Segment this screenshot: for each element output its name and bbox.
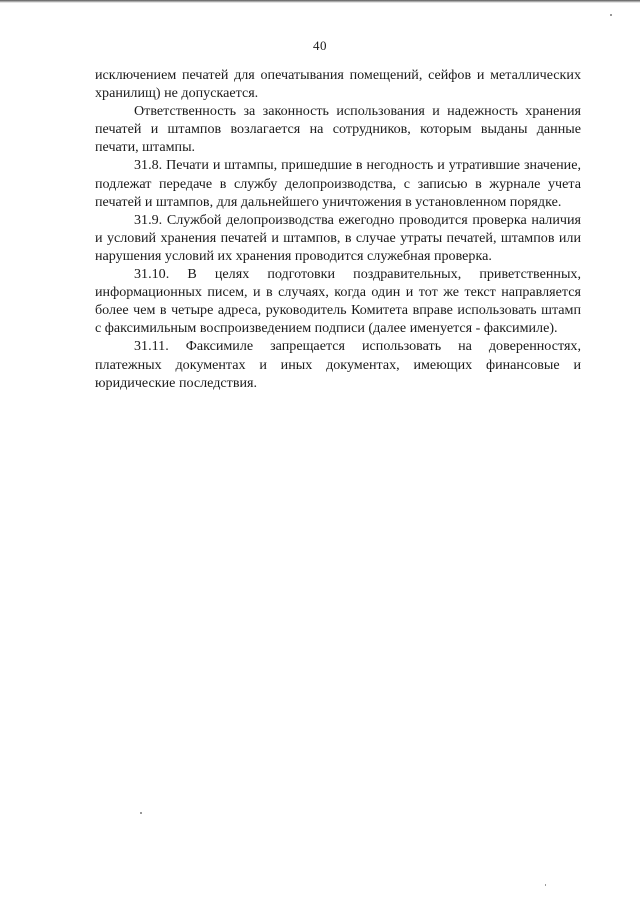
- paragraph-continuation: исключением печатей для опечатывания помещений, сейфов и металлических хранилищ) не допускается.: [95, 67, 581, 102]
- paragraph-31-10: 31.10. В целях подготовки поздравительных, приветственных, информационных писем, и в случаях, когда один и тот же текст направляется более чем в четыре адреса, руководитель Комитета вправе использовать штамп с факсимильным воспроизведением подписи (далее именуется - факсимиле).: [95, 266, 581, 337]
- document-body: [95, 66, 581, 392]
- scan-speck: [610, 14, 612, 16]
- page-number: 40: [313, 38, 327, 53]
- scan-speck: [140, 812, 142, 814]
- scan-speck: [545, 884, 546, 886]
- paragraph-31-11: 31.11. Факсимиле запрещается использовать на доверенностях, платежных документах и иных документах, имеющих финансовые и юридические последствия.: [95, 338, 581, 391]
- scan-top-edge: [0, 0, 640, 3]
- paragraph-responsibility: Ответственность за законность использования и надежность хранения печатей и штампов возлагается на сотрудников, которым выданы данные печати, штампы.: [95, 103, 581, 156]
- paragraph-31-9: 31.9. Службой делопроизводства ежегодно проводится проверка наличия и условий хранения печатей и штампов, в случае утраты печатей, штампов или нарушения условий их хранения проводится служебная проверка.: [95, 211, 581, 264]
- paragraph-31-8: 31.8. Печати и штампы, пришедшие в негодность и утратившие значение, подлежат передаче в службу делопроизводства, с записью в журнале учета печатей и штампов, для дальнейшего уничтожения в установленном порядке.: [95, 157, 581, 210]
